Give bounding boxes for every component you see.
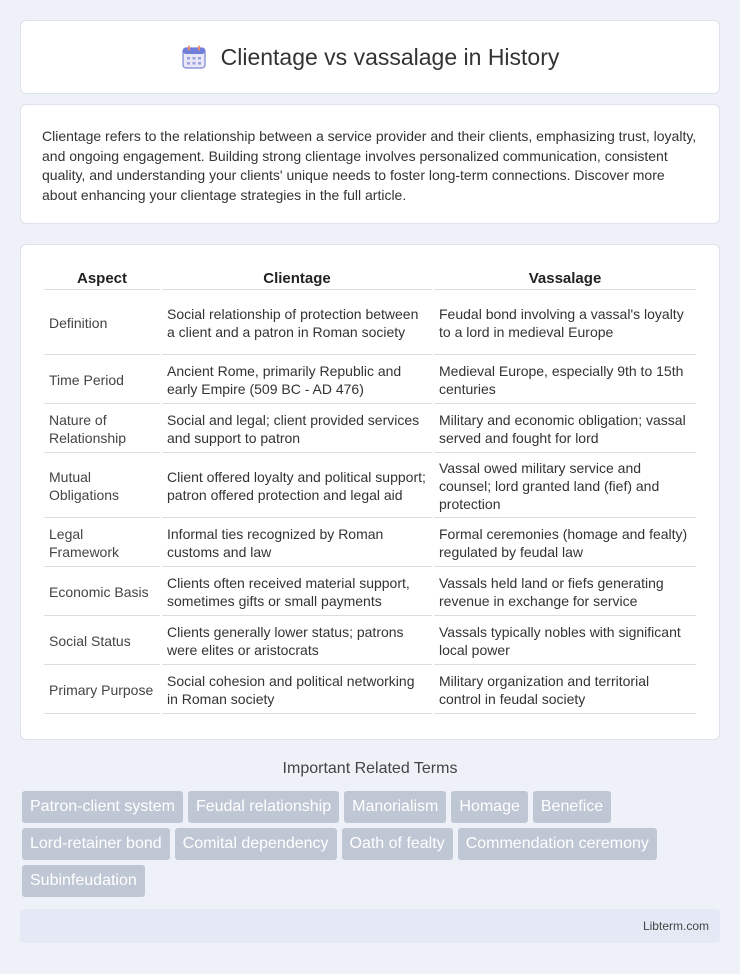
table-row: [44, 292, 696, 355]
cell-clientage: Clients generally lower status; patrons were elites or aristocrats: [162, 618, 432, 665]
related-term-tag[interactable]: Subinfeudation: [22, 865, 145, 897]
cell-vassalage: Vassals held land or fiefs generating revenue in exchange for service: [434, 569, 696, 616]
cell-clientage: Ancient Rome, primarily Republic and early Empire (509 BC - AD 476): [162, 357, 432, 404]
cell-aspect: Social Status: [44, 618, 160, 665]
calendar-icon: [181, 44, 207, 70]
footer-brand-link[interactable]: Libterm.com: [642, 919, 709, 933]
page-header: [20, 20, 720, 94]
cell-clientage: Social cohesion and political networking in Roman society: [162, 667, 432, 714]
related-term-tag[interactable]: Manorialism: [344, 791, 446, 823]
cell-vassalage: Feudal bond involving a vassal's loyalty to a lord in medieval Europe: [434, 292, 696, 355]
cell-vassalage: Vassal owed military service and counsel; lord granted land (fief) and protection: [434, 455, 696, 518]
related-terms-title: Important Related Terms: [282, 760, 458, 777]
cell-clientage: Client offered loyalty and political support; patron offered protection and legal aid: [162, 455, 432, 518]
cell-clientage: Clients often received material support, sometimes gifts or small payments: [162, 569, 432, 616]
header-vassalage: Vassalage: [434, 261, 696, 290]
table-row: [44, 520, 696, 567]
comparison-table: [42, 259, 698, 716]
comparison-table-card: [20, 244, 720, 740]
cell-clientage: Informal ties recognized by Roman customs and law: [162, 520, 432, 567]
related-term-tag[interactable]: Comital dependency: [175, 828, 337, 860]
related-term-tag[interactable]: Benefice: [533, 791, 611, 823]
header-aspect: Aspect: [44, 261, 160, 290]
related-term-tag[interactable]: Lord-retainer bond: [22, 828, 170, 860]
table-row: [44, 357, 696, 404]
related-term-tag[interactable]: Commendation ceremony: [458, 828, 657, 860]
page-title: Clientage vs vassalage in History: [220, 43, 560, 70]
cell-aspect: Economic Basis: [44, 569, 160, 616]
table-header-row: [44, 261, 696, 290]
cell-vassalage: Formal ceremonies (homage and fealty) regulated by feudal law: [434, 520, 696, 567]
page-footer: [20, 909, 720, 943]
table-row: [44, 455, 696, 518]
cell-clientage: Social and legal; client provided services and support to patron: [162, 406, 432, 453]
cell-vassalage: Military organization and territorial control in feudal society: [434, 667, 696, 714]
cell-aspect: Mutual Obligations: [44, 455, 160, 518]
header-clientage: Clientage: [162, 261, 432, 290]
related-term-tag[interactable]: Homage: [451, 791, 527, 823]
cell-vassalage: Medieval Europe, especially 9th to 15th centuries: [434, 357, 696, 404]
related-term-tag[interactable]: Patron-client system: [22, 791, 183, 823]
cell-aspect: Nature of Relationship: [44, 406, 160, 453]
cell-clientage: Social relationship of protection between a client and a patron in Roman society: [162, 292, 432, 355]
cell-aspect: Primary Purpose: [44, 667, 160, 714]
table-row: [44, 406, 696, 453]
cell-vassalage: Vassals typically nobles with significant local power: [434, 618, 696, 665]
related-terms-list: [22, 791, 722, 902]
table-row: [44, 618, 696, 665]
cell-aspect: Definition: [44, 292, 160, 355]
cell-aspect: Time Period: [44, 357, 160, 404]
intro-card: [20, 104, 720, 224]
cell-vassalage: Military and economic obligation; vassal served and fought for lord: [434, 406, 696, 453]
table-row: [44, 667, 696, 714]
intro-text: Clientage refers to the relationship between a service provider and their clients, emphasizing trust, loyalty, and ongoing engagement. Building strong clientage involves personalized communication, consistent quality, and understanding your clients' unique needs to foster long-term connections. Discover more about enhancing your clientage strategies in the full article.: [42, 128, 697, 203]
cell-aspect: Legal Framework: [44, 520, 160, 567]
table-row: [44, 569, 696, 616]
related-term-tag[interactable]: Oath of fealty: [342, 828, 453, 860]
related-term-tag[interactable]: Feudal relationship: [188, 791, 339, 823]
